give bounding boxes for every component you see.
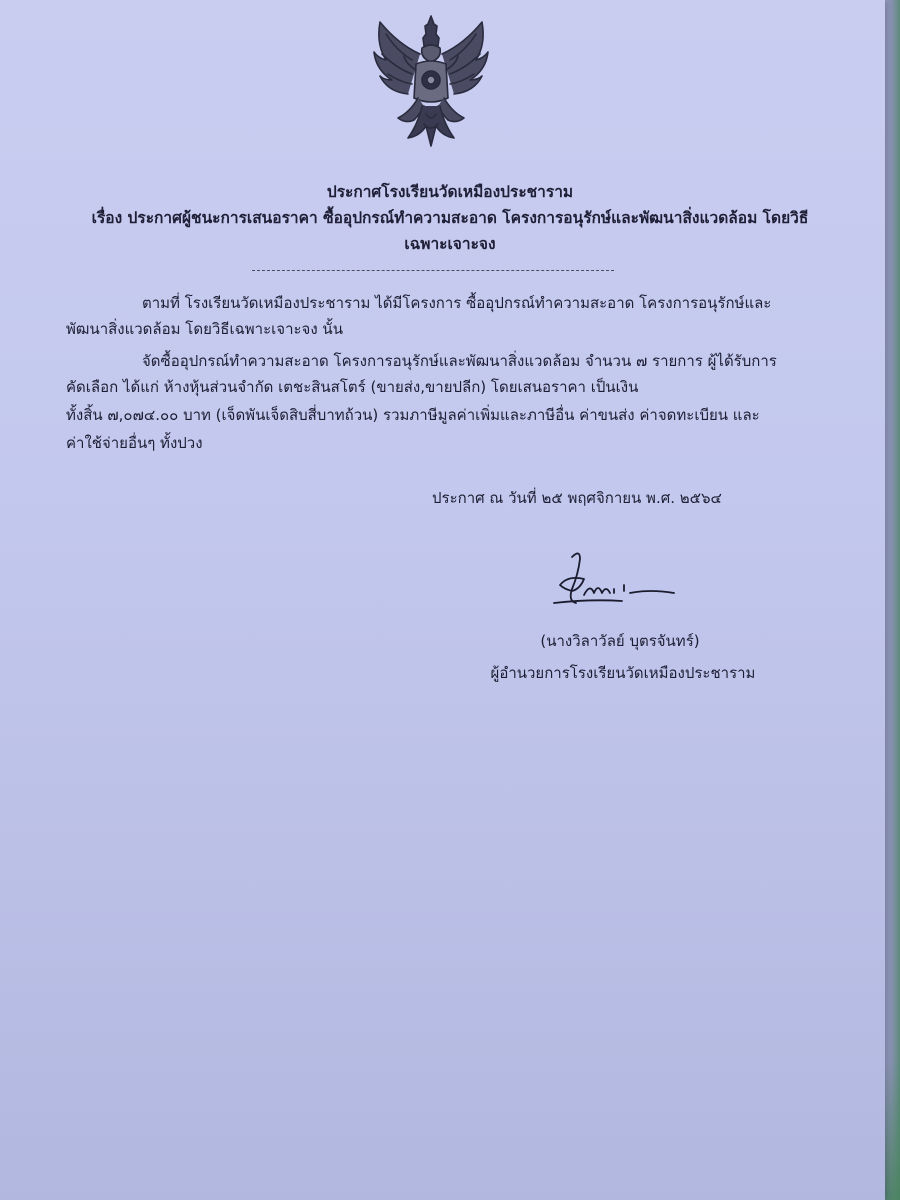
body-paragraph-2-line-2: คัดเลือก ได้แก่ ห้างหุ้นส่วนจำกัด เตชะสินสโตร์ (ขายส่ง,ขายปลีก) โดยเสนอราคา เป็นเงิน	[66, 378, 639, 396]
handwritten-signature	[550, 545, 680, 615]
body-paragraph-2-line-1: จัดซื้ออุปกรณ์ทำความสะอาด โครงการอนุรักษ์และพัฒนาสิ่งแวดล้อม จำนวน ๗ รายการ ผู้ได้รับการ	[142, 352, 777, 370]
body-paragraph-2-line-3: ทั้งสิ้น ๗,๐๗๔.๐๐ บาท (เจ็ดพันเจ็ดสิบสี่บาทถ้วน) รวมภาษีมูลค่าเพิ่มและภาษีอื่น ค่าขนส่ง ค่าจดทะเบียน และ	[66, 406, 760, 424]
body-paragraph-2-line-4: ค่าใช้จ่ายอื่นๆ ทั้งปวง	[66, 434, 203, 452]
announcement-subject-line-2: เฉพาะเจาะจง	[404, 235, 496, 253]
body-paragraph-1-line-2: พัฒนาสิ่งแวดล้อม โดยวิธีเฉพาะเจาะจง นั้น	[66, 320, 343, 338]
dashed-separator	[252, 270, 614, 271]
announcement-title: ประกาศโรงเรียนวัดเหมืองประชาราม	[326, 183, 574, 201]
garuda-emblem-icon	[368, 14, 494, 148]
announcement-date: ประกาศ ณ วันที่ ๒๕ พฤศจิกายน พ.ศ. ๒๕๖๔	[432, 489, 722, 507]
announcement-subject-line-1: เรื่อง ประกาศผู้ชนะการเสนอราคา ซื้ออุปกรณ์ทำความสะอาด โครงการอนุรักษ์และพัฒนาสิ่งแวดล้อม โดยวิธี	[91, 209, 809, 227]
signer-position: ผู้อำนวยการโรงเรียนวัดเหมืองประชาราม	[490, 664, 756, 682]
body-paragraph-1-line-1: ตามที่ โรงเรียนวัดเหมืองประชาราม ได้มีโครงการ ซื้ออุปกรณ์ทำความสะอาด โครงการอนุรักษ์และ	[142, 294, 772, 312]
signer-name: (นางวิลาวัลย์ บุตรจันทร์)	[540, 632, 700, 650]
